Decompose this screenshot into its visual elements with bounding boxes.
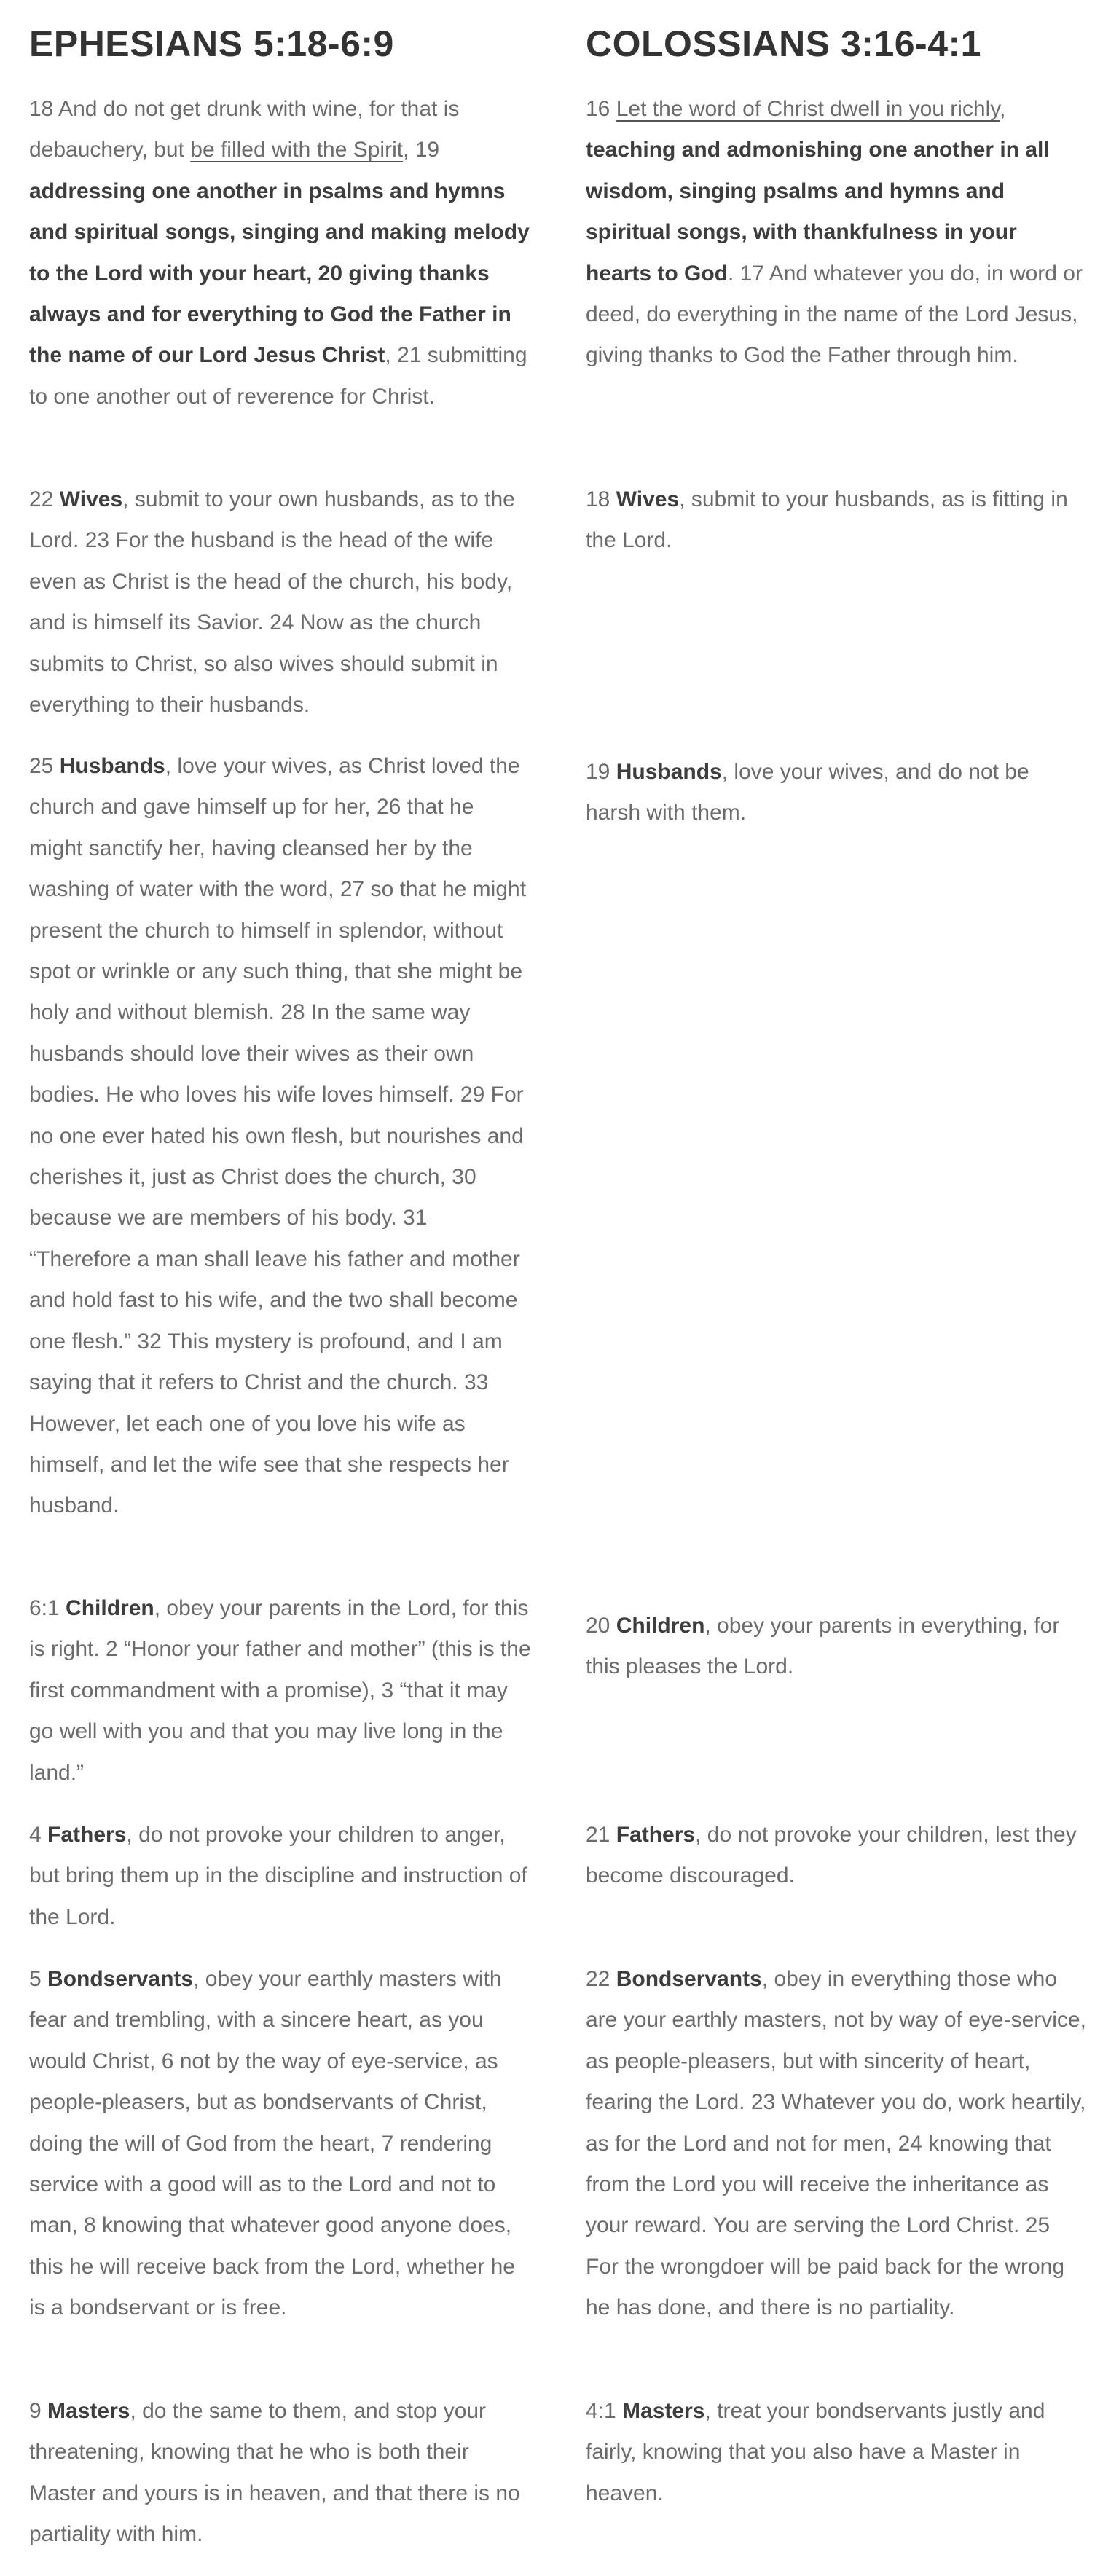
verse-number: 20 [586, 1614, 616, 1638]
verse-text: , obey in everything those who are your earthly masters, not by way of eye-service, as people-pleasers, but with sincerity of heart, fearing the Lord. 23 Whatever you do, work heartily, as for the Lord and not for men, 24 knowing that from the Lord you will receive the inheritance as your reward. You are serving the Lord Christ. 25 For the wrongdoer will be paid back for the wrong he has done, and there is no partiality. [586, 1967, 1086, 2320]
verse-text: , treat your bondservants justly and fairly, knowing that you also have a Master in heaven. [586, 2399, 1045, 2505]
verse-number: 6:1 [29, 1596, 66, 1620]
section-keyword: Fathers [47, 1823, 127, 1847]
verse-text: , obey your earthly masters with fear and trembling, with a sincere heart, as you would Christ, 6 not by the way of eye-service, as people-pleasers, but as bondservants of Christ, doing the will of God from the heart, 7 rendering service with a good will as to the Lord and not to man, 8 knowing that whatever good anyone does, this he will receive back from the Lord, whether he is a bondservant or is free. [29, 1967, 515, 2320]
section-keyword: Wives [59, 487, 123, 511]
verse-number: 22 [29, 487, 60, 511]
emphasized-text: addressing one another in psalms and hymns and spiritual songs, singing and making melody to the Lord with your heart, 20 giving thanks always and for everything to God the Father in the name of our Lord Jesus Christ [29, 178, 530, 368]
ephesians-heading: EPHESIANS 5:18-6:9 [29, 23, 394, 64]
section-keyword: Children [66, 1596, 154, 1620]
colossians-wives-passage [586, 479, 1088, 562]
ephesians-wives-passage [29, 479, 532, 726]
ephesians-husbands-passage [29, 746, 532, 1527]
verse-text: , submit to your own husbands, as to the Lord. 23 For the husband is the head of the wife even as Christ is the head of the church, his body, and is himself its Savior. 24 Now as the church submits to Christ, so also wives should submit in everything to their husbands. [29, 487, 515, 718]
verse-text: , do not provoke your children, lest they become discouraged. [586, 1823, 1077, 1888]
underlined-phrase: Let the word of Christ dwell in you richly [616, 97, 1000, 121]
verse-text: , 21 submitting to one another out of reverence for Christ. [29, 343, 527, 409]
colossians-husbands-passage [586, 752, 1088, 834]
section-keyword: Children [616, 1614, 705, 1638]
verse-text: , [1000, 97, 1006, 121]
colossians-intro-passage [586, 89, 1088, 377]
emphasized-text: teaching and admonishing one another in all wisdom, singing psalms and hymns and spiritual songs, with thankfulness in your hearts to God [586, 138, 1050, 286]
verse-number: 5 [29, 1967, 48, 1991]
verse-text: , do not provoke your children to anger, but bring them up in the discipline and instruction of the Lord. [29, 1823, 527, 1929]
section-keyword: Masters [47, 2399, 130, 2423]
ephesians-fathers-passage [29, 1815, 532, 1938]
section-keyword: Husbands [59, 754, 165, 778]
verse-number: 18 [586, 487, 616, 511]
verse-number: 19 [586, 760, 616, 784]
verse-number: 25 [29, 754, 60, 778]
section-keyword: Fathers [616, 1823, 696, 1847]
ephesians-masters-passage [29, 2391, 532, 2556]
section-keyword: Wives [616, 487, 680, 511]
verse-number: 16 [586, 97, 616, 121]
verse-number: 9 [29, 2399, 48, 2423]
section-keyword: Masters [622, 2399, 705, 2423]
verse-text: , submit to your husbands, as is fitting in the Lord. [586, 487, 1068, 553]
colossians-bondservants-passage [586, 1959, 1088, 2329]
verse-number: 18 [29, 97, 54, 121]
section-keyword: Bondservants [47, 1967, 194, 1991]
verse-text: , love your wives, and do not be harsh with them. [586, 760, 1029, 825]
verse-number: 21 [586, 1823, 616, 1847]
verse-text: , love your wives, as Christ loved the church and gave himself up for her, 26 that he might sanctify her, having cleansed her by the washing of water with the word, 27 so that he might present the church to himself in splendor, without spot or wrinkle or any such thing, that she might be holy and without blemish. 28 In the same way husbands should love their wives as their own bodies. He who loves his wife loves himself. 29 For no one ever hated his own flesh, but nourishes and cherishes it, just as Christ does the church, 30 because we are members of his body. 31 “Therefore a man shall leave his father and mother and hold fast to his wife, and the two shall become one flesh.” 32 This mystery is profound, and I am saying that it refers to Christ and the church. 33 However, let each one of you love his wife as himself, and let the wife see that she respects her husband. [29, 754, 527, 1518]
ephesians-bondservants-passage [29, 1959, 532, 2329]
ephesians-intro-passage [29, 89, 532, 417]
colossians-fathers-passage [586, 1815, 1088, 1897]
section-keyword: Husbands [616, 760, 722, 784]
verse-text: , obey your parents in the Lord, for this is right. 2 “Honor your father and mother” (this is the first commandment with a promise), 3 “that it may go well with you and that you may live long in the land.” [29, 1596, 531, 1785]
verse-text: , do the same to them, and stop your threatening, knowing that he who is both their Master and yours is in heaven, and that there is no partiality with him. [29, 2399, 520, 2547]
colossians-masters-passage [586, 2391, 1088, 2514]
ephesians-children-passage [29, 1588, 532, 1794]
verse-number: 22 [586, 1967, 616, 1991]
verse-text: And do not get drunk with wine, for that is debauchery, but [29, 97, 460, 162]
verse-number: 4:1 [586, 2399, 623, 2423]
section-keyword: Bondservants [616, 1967, 762, 1991]
colossians-children-passage [586, 1606, 1088, 1688]
colossians-heading: COLOSSIANS 3:16-4:1 [586, 23, 981, 64]
underlined-phrase: be filled with the Spirit [190, 138, 404, 162]
verse-text: , obey your parents in everything, for this pleases the Lord. [586, 1614, 1060, 1679]
verse-text: . 17 And whatever you do, in word or deed, do everything in the name of the Lord Jesus, giving thanks to God the Father through him. [586, 261, 1083, 368]
verse-text: , 19 [403, 138, 440, 162]
verse-number: 4 [29, 1823, 48, 1847]
